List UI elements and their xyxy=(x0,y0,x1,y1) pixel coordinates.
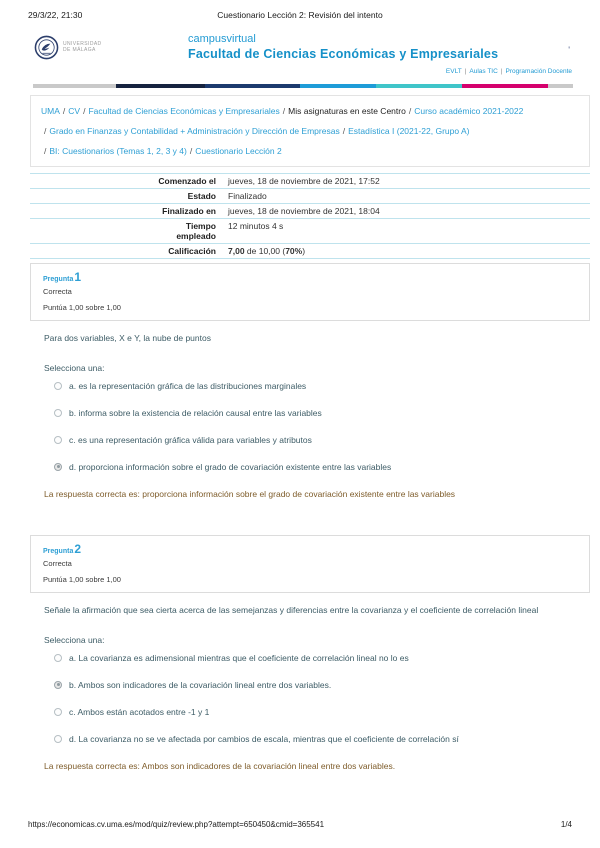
logo-text: UNIVERSIDAD DE MÁLAGA xyxy=(63,41,102,53)
summary-value: jueves, 18 de noviembre de 2021, 18:04 xyxy=(228,206,380,216)
correct-answer-feedback: La respuesta correcta es: Ambos son indicadores de la covariación lineal entre dos variables. xyxy=(44,761,396,771)
table-row xyxy=(30,218,590,243)
summary-label: Estado xyxy=(187,191,216,201)
site-header xyxy=(34,33,572,75)
site-name: campusvirtual xyxy=(188,33,256,45)
brand-bar-segment xyxy=(462,84,548,88)
option-label: a. La covarianza es adimensional mientras que el coeficiente de correlación lineal no lo es xyxy=(69,653,409,663)
question-state: Correcta xyxy=(43,287,72,296)
summary-value: jueves, 18 de noviembre de 2021, 17:52 xyxy=(228,176,380,186)
question-points: Puntúa 1,00 sobre 1,00 xyxy=(43,575,121,584)
nav-link-programacion-docente[interactable]: Programación Docente xyxy=(505,68,572,75)
breadcrumb-link-leccion2[interactable]: Cuestionario Lección 2 xyxy=(195,146,282,156)
option-label: d. proporciona información sobre el grado de covariación existente entre las variables xyxy=(69,462,392,472)
answer-option-c xyxy=(54,435,576,445)
option-label: a. es la representación gráfica de las distribuciones marginales xyxy=(69,381,307,391)
nav-link-aulas-tic[interactable]: Aulas TIC xyxy=(469,68,498,75)
breadcrumb-link-uma[interactable]: UMA xyxy=(41,106,60,116)
table-row xyxy=(30,243,590,258)
print-title: Cuestionario Lección 2: Revisión del intento xyxy=(217,10,383,20)
question-number: 1 xyxy=(74,270,82,284)
question-label: Pregunta xyxy=(43,276,74,283)
brand-color-bar xyxy=(33,84,573,88)
faculty-title: Facultad de Ciencias Económicas y Empresariales xyxy=(188,47,499,61)
nav-separator: | xyxy=(500,68,503,75)
nav-link-evlt[interactable]: EVLT xyxy=(445,68,462,75)
answer-option-b xyxy=(54,408,576,418)
university-seal-icon xyxy=(34,35,59,60)
summary-value: 12 minutos 4 s xyxy=(228,221,284,231)
summary-label: Finalizado en xyxy=(162,206,216,216)
question-state: Correcta xyxy=(43,559,72,568)
print-datetime: 29/3/22, 21:30 xyxy=(28,10,83,20)
breadcrumb-separator: / xyxy=(62,106,66,116)
table-row xyxy=(30,203,590,218)
question-text: Señale la afirmación que sea cierta acerca de las semejanzas y diferencias entre la covarianza y el coeficiente de correlación lineal xyxy=(44,605,539,615)
radio-icon[interactable] xyxy=(54,409,62,417)
breadcrumb-link-curso[interactable]: Curso académico 2021-2022 xyxy=(414,106,524,116)
radio-selected-icon[interactable] xyxy=(54,681,62,689)
question-1-info-box xyxy=(30,263,590,321)
corner-mark-artifact: ' xyxy=(568,45,570,55)
answer-option-d-selected xyxy=(54,462,576,472)
option-label: c. es una representación gráfica válida para variables y atributos xyxy=(69,435,312,445)
question-label: Pregunta xyxy=(43,548,74,555)
footer-page-number: 1/4 xyxy=(560,820,572,829)
summary-value-grade: 7,00 de 10,00 (70%) xyxy=(228,246,306,256)
breadcrumb-link-cuestionarios[interactable]: BI: Cuestionarios (Temas 1, 2, 3 y 4) xyxy=(49,146,187,156)
brand-bar-segment xyxy=(33,84,116,88)
radio-icon[interactable] xyxy=(54,382,62,390)
question-2-info-box xyxy=(30,535,590,593)
table-row xyxy=(30,173,590,188)
question-points: Puntúa 1,00 sobre 1,00 xyxy=(43,303,121,312)
footer-url: https://economicas.cv.uma.es/mod/quiz/review.php?attempt=650450&cmid=365541 xyxy=(28,820,325,829)
radio-icon[interactable] xyxy=(54,708,62,716)
answer-prompt: Selecciona una: xyxy=(44,363,105,373)
brand-bar-segment xyxy=(116,84,205,88)
summary-label: Calificación xyxy=(168,246,216,256)
radio-icon[interactable] xyxy=(54,654,62,662)
question-2 xyxy=(30,535,590,771)
answer-option-c xyxy=(54,707,576,717)
brand-bar-segment xyxy=(376,84,462,88)
breadcrumb-separator: / xyxy=(189,146,193,156)
summary-label: Comenzado el xyxy=(158,176,216,186)
print-header xyxy=(0,0,600,22)
option-label: d. La covarianza no se ve afectada por cambios de escala, mientras que el coeficiente de correlación sí xyxy=(69,734,459,744)
brand-bar-segment xyxy=(205,84,300,88)
answer-option-d xyxy=(54,734,576,744)
option-label: b. informa sobre la existencia de relación causal entre las variables xyxy=(69,408,322,418)
radio-icon[interactable] xyxy=(54,735,62,743)
breadcrumb-separator: / xyxy=(342,126,346,136)
brand-bar-segment xyxy=(548,84,573,88)
breadcrumb-separator: / xyxy=(44,146,47,156)
answer-option-b-selected xyxy=(54,680,576,690)
uma-logo xyxy=(34,35,184,60)
header-nav xyxy=(34,68,572,75)
question-text: Para dos variables, X e Y, la nube de puntos xyxy=(44,333,211,343)
breadcrumb-current: Mis asignaturas en este Centro xyxy=(288,106,406,116)
answer-option-a xyxy=(54,653,576,663)
summary-label: Tiempo empleado xyxy=(176,221,216,241)
option-label: c. Ambos están acotados entre -1 y 1 xyxy=(69,707,210,717)
breadcrumb-separator: / xyxy=(44,126,47,136)
option-label: b. Ambos son indicadores de la covariación lineal entre dos variables. xyxy=(69,680,332,690)
table-row xyxy=(30,188,590,203)
radio-selected-icon[interactable] xyxy=(54,463,62,471)
question-1 xyxy=(30,263,590,499)
question-number: 2 xyxy=(74,542,82,556)
breadcrumb-link-grado[interactable]: Grado en Finanzas y Contabilidad + Administración y Dirección de Empresas xyxy=(49,126,340,136)
attempt-summary-table xyxy=(30,173,590,259)
radio-icon[interactable] xyxy=(54,436,62,444)
answer-prompt: Selecciona una: xyxy=(44,635,105,645)
breadcrumb-separator: / xyxy=(83,106,86,116)
correct-answer-feedback: La respuesta correcta es: proporciona información sobre el grado de covariación existente entre las variables xyxy=(44,489,456,499)
breadcrumb-separator: / xyxy=(408,106,412,116)
breadcrumb-link-facultad[interactable]: Facultad de Ciencias Económicas y Empresariales xyxy=(88,106,280,116)
summary-value: Finalizado xyxy=(228,191,267,201)
breadcrumb-separator: / xyxy=(282,106,286,116)
answer-option-a xyxy=(54,381,576,391)
nav-separator: | xyxy=(464,68,467,75)
breadcrumb-link-cv[interactable]: CV xyxy=(68,106,81,116)
breadcrumb-link-asignatura[interactable]: Estadística I (2021-22, Grupo A) xyxy=(348,126,470,136)
brand-bar-segment xyxy=(300,84,376,88)
breadcrumb xyxy=(30,95,590,167)
